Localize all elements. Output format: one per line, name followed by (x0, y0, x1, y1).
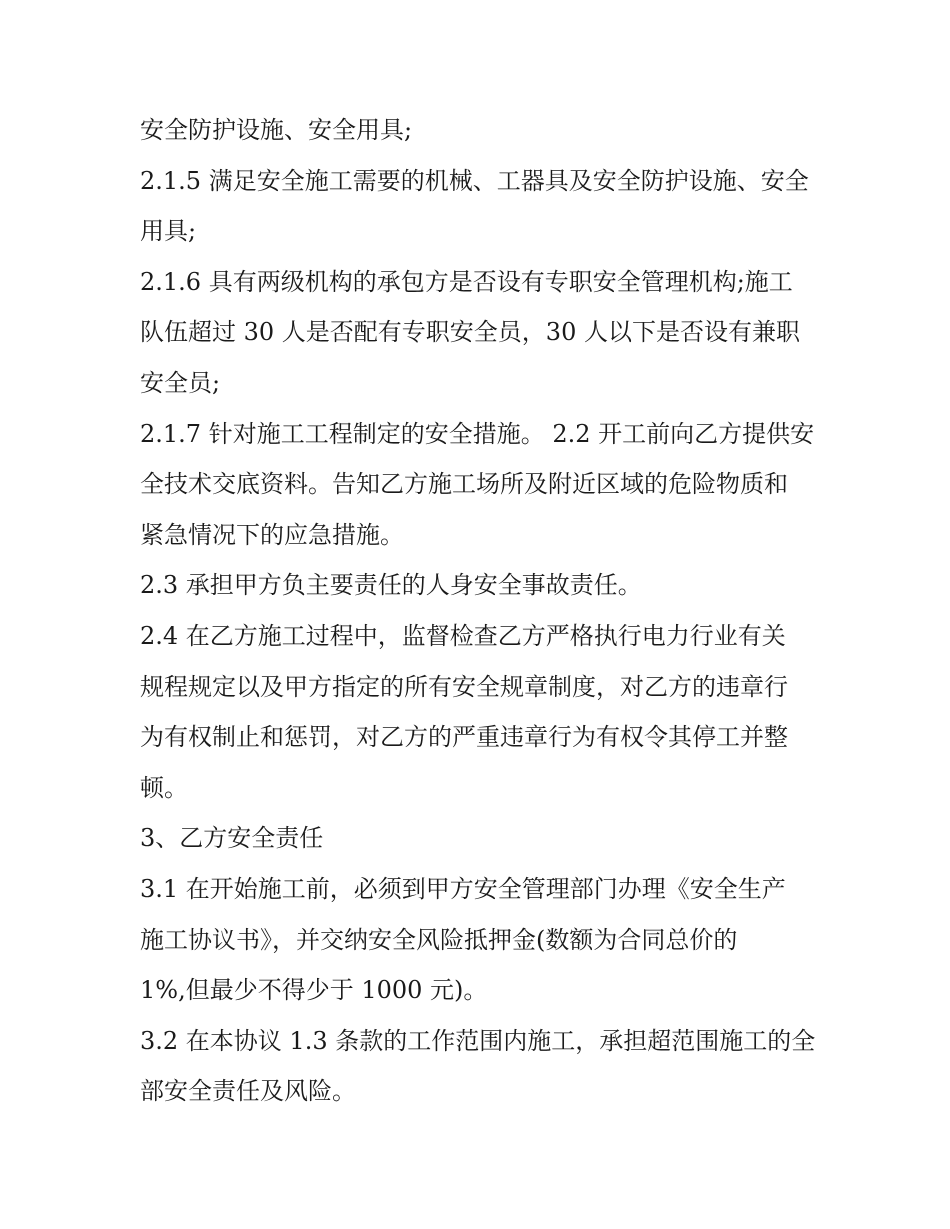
text-line: 顿。 (140, 773, 188, 802)
text-line: 全技术交底资料。告知乙方施工场所及附近区域的危险物质和 (140, 470, 788, 499)
text-line: 2.1.7 针对施工工程制定的安全措施。 2.2 开工前向乙方提供安 (140, 419, 815, 448)
text-line: 2.3 承担甲方负主要责任的人身安全事故责任。 (140, 571, 642, 600)
text-line: 3.1 在开始施工前，必须到甲方安全管理部门办理《安全生产 (140, 874, 786, 903)
text-line: 队伍超过 30 人是否配有专职安全员，30 人以下是否设有兼职 (140, 318, 800, 347)
text-line: 部安全责任及风险。 (140, 1077, 356, 1106)
text-line: 施工协议书》，并交纳安全风险抵押金(数额为合同总价的 (140, 925, 738, 954)
text-line: 2.1.6 具有两级机构的承包方是否设有专职安全管理机构;施工 (140, 267, 793, 296)
document-body (140, 105, 820, 1117)
text-line: 安全防护设施、安全用具; (140, 116, 413, 144)
section-heading: 3、乙方安全责任 (140, 824, 324, 853)
text-line: 2.1.5 满足安全施工需要的机械、工器具及安全防护设施、安全 (140, 166, 809, 195)
text-line: 2.4 在乙方施工过程中，监督检查乙方严格执行电力行业有关 (140, 621, 786, 650)
text-line: 为有权制止和惩罚，对乙方的严重违章行为有权令其停工并整 (140, 723, 788, 752)
text-line: 1%,但最少不得少于 1000 元)。 (140, 976, 488, 1005)
text-line: 紧急情况下的应急措施。 (140, 520, 404, 549)
text-line: 规程规定以及甲方指定的所有安全规章制度，对乙方的违章行 (140, 672, 788, 701)
text-line: 用具; (140, 217, 197, 246)
text-line: 安全员; (140, 368, 221, 397)
text-line: 3.2 在本协议 1.3 条款的工作范围内施工，承担超范围施工的全 (140, 1026, 816, 1055)
